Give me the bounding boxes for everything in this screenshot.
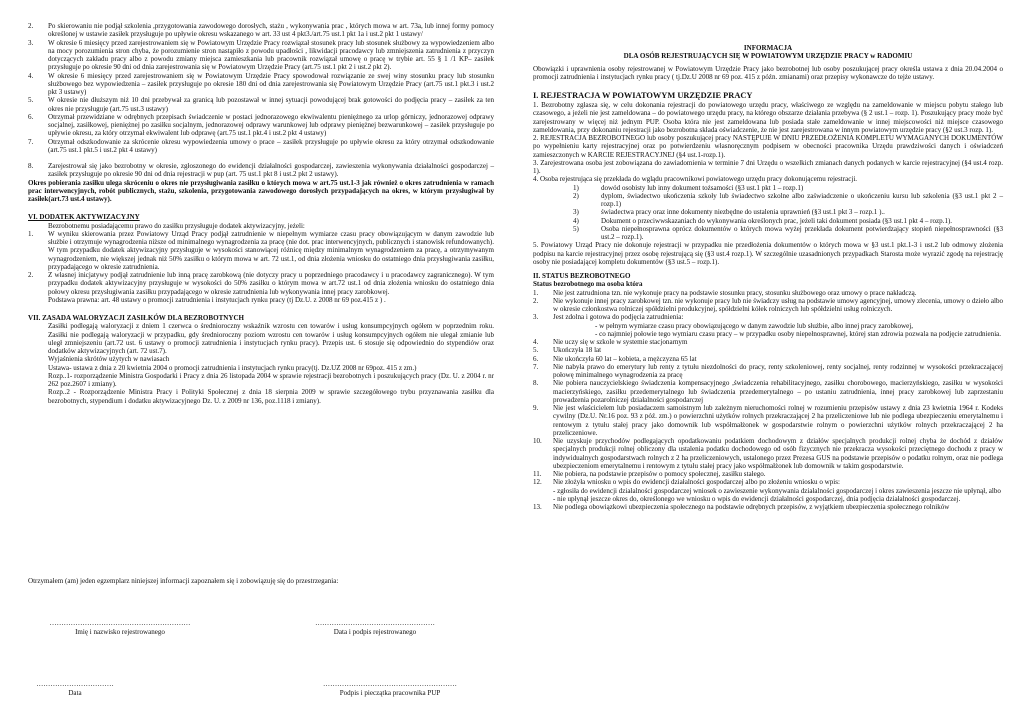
document-item: 5) Osoba niepełnosprawna oprócz dokumentów o których mowa wyżej przekłada dokument potwierdzający stopień niepełnosprawności (§3 ust.2 – rozp.1). (573, 224, 1003, 241)
list-item: 11. Nie pobiera, na podstawie przepisów o pomocy społecznej, zasiłku stałego. (533, 470, 766, 478)
section-7-title: VII. ZASADA WALORYZACJI ZASIŁKÓW DLA BEZROBOTNYCH (28, 314, 245, 322)
document-item: 1) dowód osobisty lub inny dokument tożsamości (§3 ust.1 pkt 1 – rozp.1) (573, 183, 804, 192)
list-item: 9. Nie jest właścicielem lub posiadaczem samoistnym lub zależnym nieruchomości rolnej w rozumieniu przepisów ustawy z dnia 23 kwietnia 1964 r. Kodeks cywilny (Dz.U. Nr.16 poz. 93 z póź. zm.) o powierzchni użytków rolnych przekraczającej 2 ha przeliczeniowe lub nie podlega ubezpieczeniu emerytalnemu i rentowym z tytułu stałej pracy jako domownik lub współmałżonek w gospodarstwie rolnym o powierzchni użytków rolnych przekraczającej 2 ha przeliczeniowe. (533, 404, 1003, 437)
section-1-body (533, 101, 1003, 184)
conditions-list (28, 22, 494, 154)
document-item: 2) dyplom, świadectwo ukończenia szkoły lub świadectwo szkolne albo zaświadczenie o ukończeniu kursu lub szkolenia (§3 ust.1 pkt 2 – rozp.1) (573, 191, 1003, 208)
paragraph: - zgłosiła do ewidencji działalności gospodarczej wniosek o zawieszenie wykonywania działalności gospodarczej i okres zawieszenia jeszcze nie upłynął, albo (553, 486, 1001, 495)
paragraph: - co najmniej połowie tego wymiaru czasu pracy – w przypadku osoby niepełnosprawnej, której stan zdrowia pozwala na podjęcie zatrudnienia. (595, 329, 1002, 338)
section-2-title: II. STATUS BEZROBOTNEGO (533, 272, 631, 280)
list-item: 1. W wyniku skierowania przez Powiatowy Urząd Pracy podjął zatrudnienie w niepełnym wymiarze czasu pracy obowiązującym w danym zawodzie lub służbie i otrzymuje wynagrodzenia niższe od minimalnego wynagrodzenia za pracę (nie dot. prac interwencyjnych, publicznych i stanowisk refundowanych). W tym przypadku dodatek aktywizacyjny przysługuje w wysokości stanowiącej różnicę między minimalnym wynagrodzeniem za pracę, a otrzymywanym wynagrodzeniem, nie większej jednak niż 50% zasiłku o którym mowa w art. 72 ust.1, od dnia złożenia wniosku do ostatniego dnia przysługiwania zasiłku, przypadającego w okresie zatrudnienia. (28, 229, 494, 271)
paragraph: 3. Zarejestrowana osoba jest zobowiązana do zawiadomienia w terminie 7 dni Urzędu o wszelkich zmianach danych podanych w karcie rejestracyjnej (§4 ust.4 rozp. 1). (533, 158, 1003, 175)
list-item: 7. Nie nabyła prawo do emerytury lub renty z tytułu niezdolności do pracy, renty szkoleniowej, renty socjalnej, renty rodzinnej w wysokości przekraczającej połowę minimalnego wynagrodzenia za pracę (533, 362, 1003, 379)
signature-label-name: Imię i nazwisko rejestrowanego (75, 628, 165, 636)
list-item: 2. Nie wykonuje innej pracy zarobkowej tzn. nie wykonuje pracy lub nie świadczy usług na podstawie umowy agencyjnej, umowy zlecenia, umowy o dzieło albo w okresie członkostwa rolniczej spółdzielni produkcyjnej, spółdzielni kółek rolniczych lub spółdzielni usług rolniczych. (533, 296, 1003, 313)
paragraph: 2. REJESTRACJA BEZROBOTNEGO lub osoby poszukującej pracy NASTĘPUJE W DNIU PRZEDŁOŻENIA KOMPLETU WYMAGANYCH DOKUMENTÓW po wypełnieniu karty rejestracyjnej oraz po potwierdzeniu własnoręcznym podpisem w obecności pracownika Urzędu prawdziwości danych i oświadczeń zamieszczonych w KARCIE REJESTRACYJNEJ (§4 ust.1-rozp.1). (533, 134, 1003, 159)
signature-line-name: …………………………………………………… (49, 619, 191, 627)
list-item: 3. Jest zdolna i gotowa do podjęcia zatrudnienia: (533, 313, 684, 322)
list-item: 2. Po skierowaniu nie podjął szkolenia ,przygotowania zawodowego dorosłych, stażu , wykonywania prac , których mowa w art. 73a, lub innej formy pomocy określonej w ustawie zasiłek przysługuje po upływie okresu wskazanego w art. 33 ust 4 pkt3./art.75 ust.1 pkt 1a i ust.2 pkt 1 ustawy/ (28, 22, 494, 39)
paragraph: Rozp..2 - Rozporządzenie Ministra Pracy i Polityki Społecznej z dnia 18 sierpnia 2009 w sprawie szczegółowego trybu przyznawania zasiłku dla bezrobotnych, stypendium i dodatku aktywizacyjnego Dz. U. z 2009 nr 136, poz.1118 i zmiany). (48, 388, 494, 405)
paragraph: Ustawa- ustawa z dnia z 20 kwietnia 2004 o promocji zatrudnienia i instytucjach rynku pracy(tj. Dz.UZ 2008 nr 69poz. 415 z zm.) (48, 363, 417, 372)
list-item: 8. Nie pobiera nauczycielskiego świadczenia kompensacyjnego ,świadczenia rehabilitacyjnego, zasiłku chorobowego, macierzyńskiego, zasiłku w wysokości macierzyńskiego, zasiłku przedemerytalnego lub świadczenia przedemerytalnego – po ustaniu zatrudnienia, innej pracy zarobkowej lub zaprzestaniu prowadzenia pozarolniczej działalności gospodarczej (533, 379, 1003, 404)
paragraph: 4. Osoba rejestrująca się przekłada do wglądu pracownikowi powiatowego urzędu pracy dokonującemu rejestracji. (533, 175, 858, 184)
section-1-p5: 5. Powiatowy Urząd Pracy nie dokonuje rejestracji w przypadku nie przedłożenia dokumentów o których mowa w §3 ust.1 pkt.1-3 i ust.2 lub odmowy złożenia podpisu na karcie rejestracyjnej przez osobę rejestrującą się (§3 ust.4 rozp.1). W szczególnie uzasadnionych przypadkach Starosta może wyrazić zgodę na rejestrację osoby nie posiadającej kompletu dokumentów (§3 ust.5 – rozp.1). (533, 241, 1003, 266)
list-item: 3. W okresie 6 miesięcy przed zarejestrowaniem się w Powiatowym Urzędzie Pracy rozwiązał stosunek pracy lub stosunek służbowy za wypowiedzeniem albo na mocy porozumienia stron chyba, że porozumienie stron nastąpiło z powodu upadłości , likwidacji pracodawcy lub zmniejszenia zatrudnienia z przyczyn dotyczących zakładu pracy albo z powodu zmiany miejsca zamieszkania lub pracownik rozwiązał umowę o pracę w trybie art. 55 § 1 /1 KP– zasiłek przysługuje po okresie 90 dni od dnia zarejestrowania się w Powiatowym Urzędzie Pracy (art.75 ust.1 pkt 2 i ust.2 pkt 2). (28, 38, 494, 72)
document-title: INFORMACJA (743, 44, 793, 52)
intro-paragraph: Obowiązki i uprawnienia osoby rejestrowanej w Powiatowym Urzędzie Pracy jako bezrobotnej lub osoby poszukującej pracy określa ustawa z dnia 20.04.2004 o promocji zatrudnienia i instytucjach rynku pracy ( tj.Dz.U 2008 nr 69 poz. 415 z późn. zmianami) oraz przepisy wykonawcze do tejże ustawy. (533, 64, 1003, 81)
shortening-paragraph: Okres pobierania zasiłku ulega skróceniu o okres nie przysługiwania zasiłku o których mowa w art.75 ust.1-3 jak również o okres zatrudnienia w ramach prac interwencyjnych, robót publicznych, stażu, szkolenia, przygotowania zawodowego dorosłych przypadających na okres, w którym przysługiwał by zasiłek(art.73 ust.4 ustawy). (28, 178, 494, 203)
section-6-intro: Bezrobotnemu posiadającemu prawo do zasiłku przysługuje dodatek aktywizacyjny, jeżeli: (48, 221, 305, 230)
list-item: 12. Nie złożyła wniosku o wpis do ewidencji działalności gospodarczej albo po złożeniu wniosku o wpis: (533, 478, 840, 487)
paragraph: - nie upłynął jeszcze okres do, określonego we wniosku o wpis do ewidencji działalności gospodarczej, dnia podjęcia działalności gospodarczej. (553, 494, 961, 503)
list-item: 2. Z własnej inicjatywy podjął zatrudnienie lub inną pracę zarobkową (nie dotyczy pracy u poprzedniego pracodawcy i u pracodawcy zagranicznego). W tym przypadku dodatek aktywizacyjny przysługuje w wysokości do 50% zasiłku o którym mowa w art.72 ust.1 od dnia złożenia wniosku do ostatniego dnia połowy okresu przysługiwania zasiłku przypadającego w okresie zatrudnienia lub wykonywania innej pracy zarobkowej. (28, 271, 494, 296)
list-item: 1. Nie jest zatrudniona tzn. nie wykonuje pracy na podstawie stosunku pracy, stosunku służbowego oraz umowy o prace nakładczą. (533, 288, 917, 297)
clerk-signature-label: Podpis i pieczątka pracownika PUP (339, 689, 441, 697)
section-6-title: VI. DODATEK AKTYWIZACYJNY (28, 213, 140, 222)
list-item: 7. Otrzymał odszkodowanie za skrócenie okresu wypowiedzenia umowy o prace – zasiłek przysługuje po upływie okresu za który otrzymał odszkodowanie (art.75 ust.1 pkt.5 i ust.2 pkt 4 ustawy) (28, 137, 494, 154)
signature-label-date: Data i podpis rejestrowanego (333, 628, 417, 636)
list-item: 10. Nie uzyskuje przychodów podlegających opodatkowaniu podatkiem dochodowym z działów specjalnych produkcji rolnej chyba że dochód z działów specjalnych produkcji rolnej obliczony dla ustalenia podatku dochodowego od osób fizycznych nie przekracza wysokości przeciętnego dochodu z pracy w indywidualnych gospodarstwach rolnych z 2 ha przeliczeniowych, ustalonego przez Prezesa GUS na podstawie przepisów o podatku rolnym, oraz nie podlega ubezpieczeniom emerytalnemu i rentowym z tytułu stałej pracy jako współmałżonek lub domownik w takim gospodarstwie. (533, 437, 1003, 470)
section-7-body (28, 322, 494, 405)
documents-list (533, 184, 1003, 242)
document-subtitle: DLA OSÓB REJESTRUJĄCYCH SIĘ W POWIATOWYM URZĘDZIE PRACY w RADOMIU (623, 52, 913, 61)
right-column (533, 44, 1003, 511)
section-1-title: I. REJESTRACJA W POWIATOWYM URZĘDZIE PRACY (533, 91, 753, 100)
list-item: 8. Zarejestrował się jako bezrobotny w okresie, zgłoszonego do ewidencji działalności gospodarczej, zawieszenia wykonywania działalności gospodarczej – zasiłek przysługuje po okresie 90 dni od dnia rejestracji w pup (art. 75 ust.1 pkt 8 i ust.2 pkt 2 ustawy). (28, 162, 494, 179)
section-6-list (28, 230, 494, 296)
section-2-item3-sub (533, 322, 1003, 339)
date-label: Data (68, 689, 82, 697)
list-item: 13. Nie podlega obowiązkowi ubezpieczenia społecznego na podstawie odrębnych przepisów, z wyjątkiem ubezpieczenia społecznego rolników (533, 503, 950, 511)
section-2-subtitle: Status bezrobotnego ma osoba która (533, 280, 643, 289)
section-2-item12-sub (533, 487, 1003, 504)
paragraph: Zasiłki podlegają waloryzacji z dniem 1 czerwca o średnioroczny wskaźnik wzrostu cen towarów i usług konsumpcyjnych ogółem w poprzednim roku. Zasiłki nie podlegają waloryzacji w przypadku, gdy średnioroczny poziom wzrostu cen towarów i usług konsumpcyjnych ogółem nie ulegał zmianie lub uległ zmniejszeniu (art.72 ust. 6 ustawy o promocji zatrudnienia i instytucjach rynku pracy). Przepis ust. 6 stosuje się odpowiednio do stypendiów oraz dodatków aktywizacyjnych (art. 72 ust.7). (48, 322, 494, 355)
document-item: 3) świadectwa pracy oraz inne dokumenty niezbędne do ustalenia uprawnień (§3 ust.1 pkt 3 – rozp.1 ).. (573, 208, 885, 217)
paragraph: - w pełnym wymiarze czasu pracy obowiązującego w danym zawodzie lub służbie, albo innej pracy zarobkowej, (595, 321, 913, 330)
list-item: 5. Ukończyła 18 lat (533, 346, 602, 355)
document-item: 4) Dokument o przeciwwskazaniach do wykonywania określonych prac, jeżeli taki dokument posiada (§3 ust.1 pkt 4 – rozp.1). (573, 216, 953, 225)
left-column (28, 22, 494, 405)
paragraph: Wyjaśnienia skrótów użytych w nawiasach (48, 355, 170, 364)
list-item: 4. W okresie 6 miesięcy przed zarejestrowaniem się w Powiatowym Urzędzie Pracy spowodował rozwiązanie ze swej winy stosunku pracy lub stosunku służbowego bez wypowiedzenia – zasiłek przysługuje po okresie 180 dni od dnia zarejestrowania się Powiatowym Urzędzie Pracy (art.75 ust.1 pkt.3 i ust.2 pkt 3 ustawy) (28, 71, 494, 96)
section-6-basis: Podstawa prawna: art. 48 ustawy o promocji zatrudnienia i instytucjach rynku pracy (tj Dz.U. z 2008 nr 69 poz.415 z ) . (48, 295, 386, 304)
clerk-signature-line: ………………………………………………… (323, 680, 457, 688)
list-item: 6. Otrzymał przewidziane w odrębnych przepisach świadczenie w postaci jednorazowego ekwiwalentu pieniężnego za urlop górniczy, jednorazowej odprawy socjalnej, zasiłkowej, pieniężnej po zasiłku socjalnym, jednorazowej odprawy warunkowej lub odprawy pieniężnej bezwarunkowej – zasiłek przysługuje po upływie okresu, za który otrzymał ekwiwalent lub odprawę (art.75 ust.1 pkt.4 i ust.2 pkt 4 ustawy) (28, 112, 494, 138)
paragraph: Rozp..1- rozporządzenie Ministra Gospodarki i Pracy z dnia 26 listopada 2004 w sprawie rejestracji bezrobotnych i poszukujących pracy (Dz. U. z 2004 r. nr 262 poz.2607 i zmiany). (48, 371, 494, 388)
received-statement: Otrzymałem (am) jeden egzemplarz niniejszej informacji zapoznałem się i zobowiązuję się do przestrzegania: (28, 577, 339, 585)
section-2-list-b (533, 338, 1003, 487)
list-item: 6. Nie ukończyła 60 lat – kobieta, a mężczyzna 65 lat (533, 354, 697, 363)
paragraph: 1. Bezrobotny zgłasza się, w celu dokonania rejestracji do powiatowego urzędu pracy, właściwego ze względu na zameldowanie w miejscu pobytu stałego lub czasowego, a jeżeli nie jest zameldowana – do powiatowego urzędu pracy, na którego obszarze działania przebywa (§ 2 ust.1 – rozp. 1). Poszukujący pracy może być zarejestrowany w więcej niż jednym PUP. Osoba która nie jest zameldowana lub posiada stałe zameldowanie w innej miejscowości niż miejsce czasowego zameldowania, przy dokonaniu rejestracji jako bezrobotna składa oświadczenie, że nie jest zarejestrowana w innym powiatowym urzędzie pracy (§2 ust.3 rozp. 1). (533, 101, 1003, 134)
list-item: 4. Nie uczy się w szkole w systemie stacjonarnym (533, 338, 688, 346)
date-line: …………………………… (36, 680, 114, 688)
section-2-list-a (533, 289, 1003, 322)
signature-line-date: …………………………………………… (315, 619, 435, 627)
list-item: 5. W okresie nie dłuższym niż 10 dni przebywał za granicą lub pozostawał w innej sytuacji powodującej brak gotowości do podjęcia pracy – zasiłek za ten okres nie przysługuje (art.75 ust.3 ustawy) (28, 96, 494, 113)
